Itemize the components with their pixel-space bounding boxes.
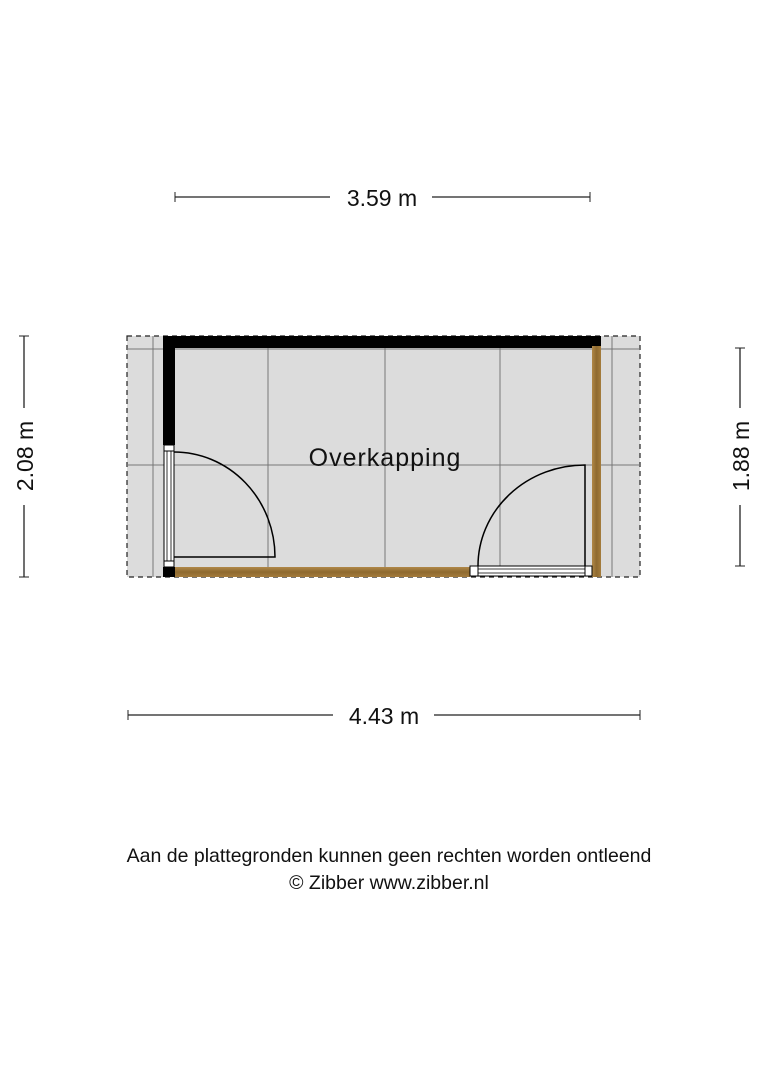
wall-left xyxy=(163,336,175,445)
room-overkapping xyxy=(127,336,640,577)
copyright-text: © Zibber www.zibber.nl xyxy=(289,872,489,894)
room-label: Overkapping xyxy=(308,444,462,472)
dimension-top-label: 3.59 m xyxy=(346,185,418,211)
dimension-bottom xyxy=(128,703,640,729)
wall-bottom-wood xyxy=(175,567,470,577)
dimension-left-label: 2.08 m xyxy=(12,420,38,492)
dimension-left xyxy=(12,336,38,577)
wall-top xyxy=(163,336,601,348)
dimension-bottom-label: 4.43 m xyxy=(348,703,420,729)
wall-right-wood xyxy=(592,346,601,577)
dimension-top xyxy=(175,185,590,211)
disclaimer-text: Aan de plattegronden kunnen geen rechten worden ontleend xyxy=(126,845,652,867)
dimension-right-label: 1.88 m xyxy=(728,420,754,492)
dimension-right xyxy=(728,348,754,566)
wall-corner xyxy=(163,567,175,577)
